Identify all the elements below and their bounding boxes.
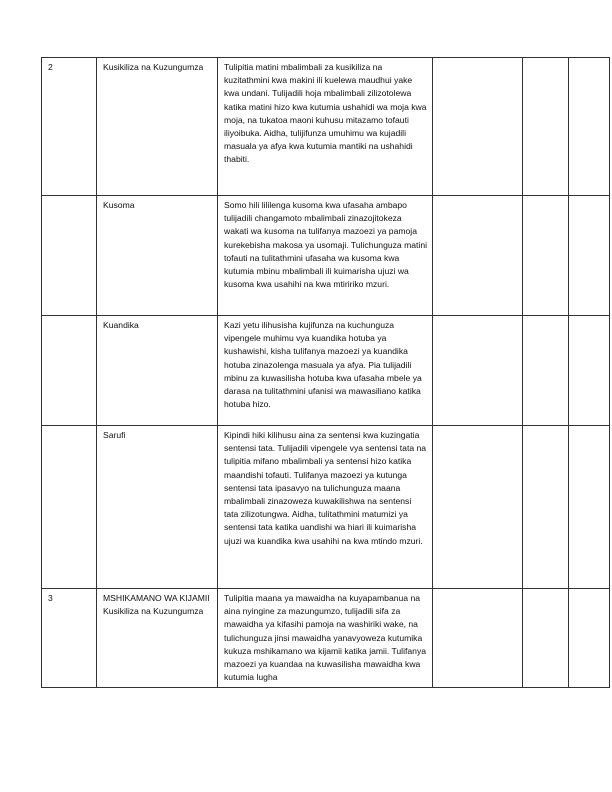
table-row (42, 589, 610, 688)
empty-cell (523, 426, 569, 589)
description-cell (218, 589, 433, 688)
empty-cell (433, 426, 523, 589)
week-number (42, 196, 97, 316)
empty-cell (433, 58, 523, 196)
lesson-table (41, 57, 610, 688)
empty-cell (523, 196, 569, 316)
topic-cell: MSHIKAMANO WA KIJAMII Kusikiliza na Kuzungumza (97, 589, 218, 688)
empty-cell (569, 58, 610, 196)
week-number (42, 316, 97, 426)
week-number: 2 (42, 58, 97, 196)
topic-cell: Kusoma (97, 196, 218, 316)
description-cell: Somo hili lililenga kusoma kwa ufasaha ambapo tulijadili changamoto mbalimbali zinazojitokeza wakati wa kusoma na tulifanya mazoezi ya pamoja kurekebisha makosa ya usomaji. Tulichunguza matini tofauti na tulitathmini ufasaha wa kusoma kwa kutumia mbinu mbalimbali ili kuimarisha ujuzi wa kusoma kwa usahihi na kwa mtiririko mzuri. (218, 196, 433, 316)
description-cell: Kazi yetu ilihusisha kujifunza na kuchunguza vipengele muhimu vya kuandika hotuba ya kushawishi, kisha tulifanya mazoezi ya kuandika hotuba zinazolenga masuala ya afya. Pia tulijadili mbinu za kuwasilisha hotuba kwa ufasaha mbele ya darasa na tulitathmini ufanisi wa mawasiliano katika hotuba hizo. (218, 316, 433, 426)
empty-cell (569, 196, 610, 316)
table-row (42, 426, 610, 589)
empty-cell (569, 426, 610, 589)
empty-cell (433, 196, 523, 316)
empty-cell (523, 316, 569, 426)
topic-cell: Sarufi (97, 426, 218, 589)
description-text: Tulipitia maana ya mawaidha na kuyapambanua na aina nyingine za mazungumzo, tulijadili sifa za mawaidha ya kifasihi pamoja na washiriki wake, na tulichunguza jinsi mawaidha yanavyoweza kutumika kukuza mshikamano wa kijamii katika jamii. Tulifanya mazoezi ya kuandaa na kuwasilisha mawaidha kwa kutumia lugha (224, 593, 427, 683)
table-row (42, 58, 610, 196)
week-number (42, 426, 97, 589)
description-cell: Kipindi hiki kilihusu aina za sentensi kwa kuzingatia sentensi tata. Tulijadili vipengele vya sentensi tata na tulipitia mifano mbalimbali ya sentensi hizo katika maandishi tofauti. Tulifanya mazoezi ya kutunga sentensi tata ipasavyo na tulichunguza maana mbalimbali zinazoweza kuwakilishwa na sentensi tata zilizotungwa. Aidha, tulitathmini matumizi ya sentensi tata katika uandishi wa hiari ili kuimarisha ujuzi wa kuandika kwa usahihi na kwa mtindo mzuri. (218, 426, 433, 589)
table-row (42, 196, 610, 316)
description-cell: Tulipitia matini mbalimbali za kusikiliza na kuzitathmini kwa makini ili kuelewa maudhui yake kwa undani. Tulijadili hoja mbalimbali zilizotolewa katika matini hizo kwa kutumia ushahidi wa moja kwa moja, na tukatoa maoni kuhusu mitazamo tofauti iliyoibuka. Aidha, tulijifunza umuhimu wa kujadili masuala ya afya kwa kutumia mantiki na ushahidi thabiti. (218, 58, 433, 196)
empty-cell (523, 58, 569, 196)
empty-cell (433, 316, 523, 426)
table-row (42, 316, 610, 426)
empty-cell (523, 589, 569, 688)
topic-cell: Kusikiliza na Kuzungumza (97, 58, 218, 196)
empty-cell (569, 589, 610, 688)
week-number: 3 (42, 589, 97, 688)
empty-cell (569, 316, 610, 426)
topic-cell: Kuandika (97, 316, 218, 426)
empty-cell (433, 589, 523, 688)
